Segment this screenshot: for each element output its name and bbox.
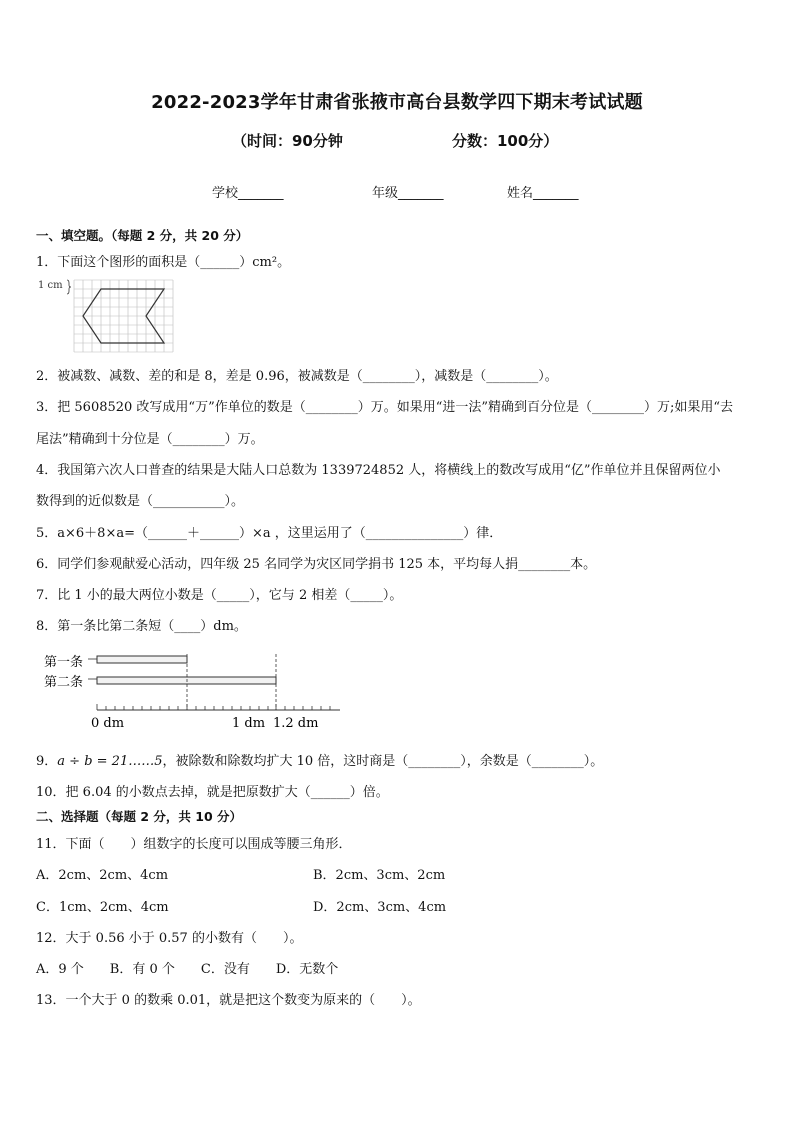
question-13: 13．一个大于 0 的数乘 0.01，就是把这个数变为原来的（ ）。	[36, 993, 421, 1008]
bar-1	[97, 656, 187, 663]
question-4-line-1: 4．我国第六次人口普查的结果是大陆人口总数为 1339724852 人，将横线上的数改写成用“亿”作单位并且保留两位小	[36, 463, 721, 478]
grid-lines	[74, 280, 173, 352]
scale-label: 1 cm	[38, 280, 63, 291]
name-field: 姓名_______	[507, 186, 579, 201]
question-3-line-2: 尾法”精确到十分位是（________）万。	[36, 432, 264, 447]
tick-label-1-2: 1.2 dm	[273, 716, 319, 731]
question-7: 7．比 1 小的最大两位小数是（_____），它与 2 相差（_____）。	[36, 588, 403, 603]
question-9	[36, 750, 603, 769]
question-9-text: ，被除数和除数均扩大 10 倍，这时商是（________），余数是（________）。	[162, 754, 604, 769]
question-12: 12．大于 0.56 小于 0.57 的小数有（ ）。	[36, 931, 303, 946]
question-5: 5．a×6＋8×a=（______＋______）×a ，这里运用了（_______________）律．	[36, 526, 503, 541]
q12-options: A．9 个 B．有 0 个 C．没有 D．无数个	[36, 962, 339, 977]
exam-score: 分数：100分）	[452, 132, 559, 150]
question-10: 10．把 6.04 的小数点去掉，就是把原数扩大（______）倍。	[36, 785, 389, 800]
bar-2-label: 第二条	[44, 675, 84, 690]
tick-label-1: 1 dm	[232, 716, 266, 731]
question-9-number: 9．	[36, 754, 58, 769]
scale-brace	[67, 280, 71, 294]
question-9-expression: a ÷ b = 21……5	[57, 754, 163, 769]
bar-1-label: 第一条	[44, 655, 84, 670]
section-heading-fill-in: 一、填空题。（每题 2 分，共 20 分）	[36, 228, 249, 243]
ruler-ticks	[97, 704, 330, 710]
school-field: 学校_______	[212, 186, 284, 201]
q11-option-d: D．2cm、3cm、4cm	[313, 900, 447, 915]
grade-field: 年级_______	[372, 186, 444, 201]
question-2: 2．被减数、减数、差的和是 8，差是 0.96，被减数是（________），减数是（________）。	[36, 369, 558, 384]
question-8: 8．第一条比第二条短（____）dm。	[36, 619, 247, 634]
tick-label-0: 0 dm	[91, 716, 125, 731]
question-3-line-1: 3．把 5608520 改写成用“万”作单位的数是（________）万。如果用“进一法”精确到百分位是（________）万;如果用“去	[36, 400, 734, 415]
bar-comparison-figure	[40, 646, 350, 740]
question-1: 1．下面这个图形的面积是（______）cm²。	[36, 255, 291, 270]
q11-option-a: A．2cm、2cm、4cm	[36, 868, 169, 883]
question-6: 6．同学们参观献爱心活动，四年级 25 名同学为灾区同学捐书 125 本，平均每人捐________本。	[36, 557, 597, 572]
grid-figure	[36, 276, 186, 362]
section-heading-choice: 二、选择题（每题 2 分，共 10 分）	[36, 809, 243, 824]
bar-2	[97, 677, 276, 684]
question-4-line-2: 数得到的近似数是（___________）。	[36, 494, 245, 509]
q11-option-c: C．1cm、2cm、4cm	[36, 900, 169, 915]
page-title: 2022-2023学年甘肃省张掖市高台县数学四下期末考试试题	[151, 92, 643, 113]
q11-option-b: B．2cm、3cm、2cm	[313, 868, 446, 883]
question-11: 11．下面（ ）组数字的长度可以围成等腰三角形．	[36, 837, 352, 852]
exam-time: （时间：90分钟	[232, 132, 343, 150]
